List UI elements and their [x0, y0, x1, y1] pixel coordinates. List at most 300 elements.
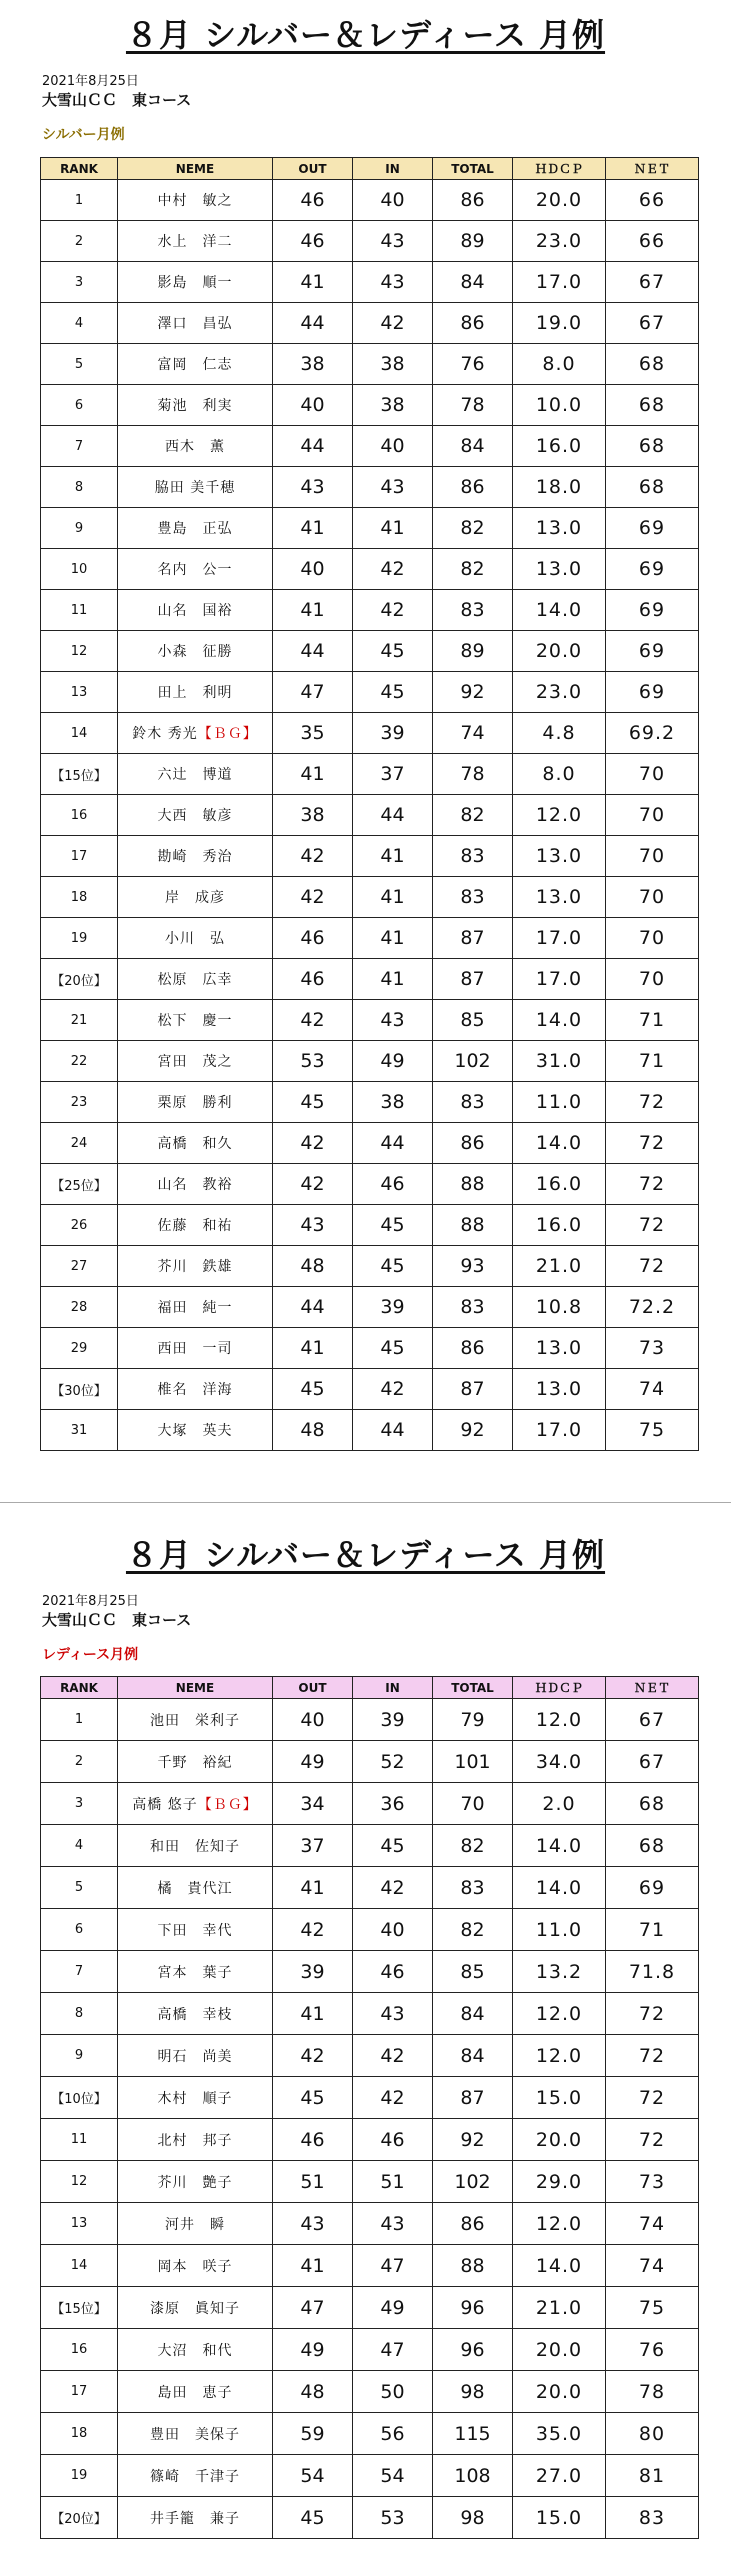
cell-name — [118, 877, 273, 918]
table-row — [41, 303, 699, 344]
cell-rank: 28 — [41, 1287, 118, 1328]
cell-out: 41 — [273, 262, 353, 303]
cell-net: 69 — [606, 672, 699, 713]
table-row — [41, 2035, 699, 2077]
cell-in: 39 — [353, 1699, 433, 1741]
cell-total: 85 — [433, 1000, 513, 1041]
player-name: 松下 慶一 — [157, 1013, 233, 1029]
col-hdcp-header: ＨＤＣＰ — [513, 158, 606, 180]
cell-name — [118, 1699, 273, 1741]
cell-rank: 17 — [41, 2371, 118, 2413]
cell-in: 43 — [353, 1000, 433, 1041]
cell-rank: 24 — [41, 1123, 118, 1164]
player-name: 宮本 葉子 — [157, 1964, 233, 1981]
cell-name — [118, 344, 273, 385]
table-header-row — [41, 158, 699, 180]
cell-out: 41 — [273, 1867, 353, 1909]
course-name: 大雪山ＣＣ 東コース — [42, 1611, 192, 1629]
cell-out: 42 — [273, 877, 353, 918]
cell-name — [118, 1205, 273, 1246]
player-name: 島田 恵子 — [157, 2384, 233, 2401]
cell-hdcp: 14.0 — [513, 1123, 606, 1164]
cell-net: 70 — [606, 836, 699, 877]
cell-out: 54 — [273, 2455, 353, 2497]
cell-rank: 18 — [41, 877, 118, 918]
cell-name — [118, 303, 273, 344]
player-name: 橘 貴代江 — [157, 1880, 233, 1897]
cell-out: 45 — [273, 2077, 353, 2119]
cell-out: 45 — [273, 1369, 353, 1410]
cell-net: 69 — [606, 1867, 699, 1909]
cell-out: 41 — [273, 2245, 353, 2287]
cell-in: 40 — [353, 426, 433, 467]
cell-net: 72 — [606, 1164, 699, 1205]
cell-total: 98 — [433, 2371, 513, 2413]
cell-in: 37 — [353, 754, 433, 795]
cell-total: 92 — [433, 1410, 513, 1451]
cell-hdcp: 12.0 — [513, 1699, 606, 1741]
cell-total: 74 — [433, 713, 513, 754]
table-row — [41, 1825, 699, 1867]
cell-in: 41 — [353, 508, 433, 549]
player-name: 鈴木 秀光 — [132, 726, 198, 742]
cell-hdcp: 35.0 — [513, 2413, 606, 2455]
player-name: 高橋 悠子 — [132, 1796, 198, 1813]
cell-out: 45 — [273, 1082, 353, 1123]
cell-in: 46 — [353, 1951, 433, 1993]
cell-total: 87 — [433, 2077, 513, 2119]
cell-out: 39 — [273, 1951, 353, 1993]
cell-name — [118, 1328, 273, 1369]
cell-hdcp: 20.0 — [513, 2371, 606, 2413]
cell-hdcp: 13.0 — [513, 836, 606, 877]
cell-name — [118, 2161, 273, 2203]
cell-name — [118, 549, 273, 590]
cell-hdcp: 20.0 — [513, 2119, 606, 2161]
player-name: 勘崎 秀治 — [157, 849, 233, 865]
cell-name — [118, 2497, 273, 2539]
player-name: 影島 順一 — [157, 275, 233, 291]
table-row — [41, 2203, 699, 2245]
cell-rank: 16 — [41, 2329, 118, 2371]
cell-name — [118, 2245, 273, 2287]
cell-total: 88 — [433, 2245, 513, 2287]
cell-name — [118, 2371, 273, 2413]
col-out-header: OUT — [273, 158, 353, 180]
col-total-header: TOTAL — [433, 1677, 513, 1699]
cell-hdcp: 15.0 — [513, 2497, 606, 2539]
cell-in: 43 — [353, 1993, 433, 2035]
cell-rank: 3 — [41, 1783, 118, 1825]
table-row — [41, 508, 699, 549]
cell-hdcp: 12.0 — [513, 2203, 606, 2245]
cell-net: 68 — [606, 1825, 699, 1867]
cell-total: 98 — [433, 2497, 513, 2539]
cell-in: 38 — [353, 385, 433, 426]
cell-out: 35 — [273, 713, 353, 754]
cell-out: 43 — [273, 467, 353, 508]
cell-net: 78 — [606, 2371, 699, 2413]
cell-rank: 8 — [41, 467, 118, 508]
player-name: 西田 一司 — [157, 1341, 233, 1357]
cell-hdcp: 12.0 — [513, 2035, 606, 2077]
cell-name — [118, 467, 273, 508]
table-row — [41, 2413, 699, 2455]
cell-hdcp: 13.0 — [513, 508, 606, 549]
cell-total: 76 — [433, 344, 513, 385]
cell-out: 49 — [273, 1741, 353, 1783]
cell-in: 45 — [353, 631, 433, 672]
cell-in: 42 — [353, 1867, 433, 1909]
table-row — [41, 1951, 699, 1993]
cell-rank: 8 — [41, 1993, 118, 2035]
cell-in: 51 — [353, 2161, 433, 2203]
cell-net: 69 — [606, 508, 699, 549]
player-name: 千野 裕紀 — [157, 1754, 233, 1771]
cell-out: 42 — [273, 1123, 353, 1164]
cell-in: 41 — [353, 918, 433, 959]
cell-rank: 7 — [41, 1951, 118, 1993]
player-name: 脇田 美千穂 — [154, 480, 236, 496]
cell-net: 66 — [606, 221, 699, 262]
cell-out: 43 — [273, 1205, 353, 1246]
cell-total: 96 — [433, 2287, 513, 2329]
cell-total: 70 — [433, 1783, 513, 1825]
cell-name — [118, 180, 273, 221]
cell-rank: 26 — [41, 1205, 118, 1246]
cell-in: 38 — [353, 344, 433, 385]
cell-total: 78 — [433, 385, 513, 426]
cell-hdcp: 12.0 — [513, 795, 606, 836]
cell-hdcp: 21.0 — [513, 1246, 606, 1287]
col-hdcp-header: ＨＤＣＰ — [513, 1677, 606, 1699]
cell-rank: 14 — [41, 713, 118, 754]
player-name: 北村 邦子 — [157, 2132, 233, 2149]
cell-name — [118, 1164, 273, 1205]
cell-hdcp: 11.0 — [513, 1082, 606, 1123]
table-row — [41, 2287, 699, 2329]
cell-hdcp: 8.0 — [513, 344, 606, 385]
cell-name — [118, 1287, 273, 1328]
cell-in: 45 — [353, 1205, 433, 1246]
cell-out: 34 — [273, 1783, 353, 1825]
player-name: 芥川 艶子 — [157, 2174, 233, 2191]
cell-name — [118, 1410, 273, 1451]
cell-out: 38 — [273, 344, 353, 385]
cell-out: 48 — [273, 2371, 353, 2413]
cell-in: 43 — [353, 2203, 433, 2245]
cell-out: 46 — [273, 221, 353, 262]
player-name: 大沼 和代 — [157, 2342, 233, 2359]
player-name: 芥川 鉄雄 — [157, 1259, 233, 1275]
cell-rank: 【30位】 — [41, 1369, 118, 1410]
cell-rank: 11 — [41, 590, 118, 631]
cell-in: 49 — [353, 1041, 433, 1082]
bg-tag: 【ＢＧ】 — [197, 1796, 258, 1813]
cell-total: 82 — [433, 1909, 513, 1951]
player-name: 豊島 正弘 — [157, 521, 233, 537]
cell-in: 50 — [353, 2371, 433, 2413]
cell-total: 83 — [433, 1082, 513, 1123]
cell-in: 42 — [353, 2035, 433, 2077]
cell-rank: 4 — [41, 1825, 118, 1867]
cell-total: 83 — [433, 1287, 513, 1328]
cell-hdcp: 10.0 — [513, 385, 606, 426]
player-name: 篠崎 千津子 — [150, 2468, 240, 2485]
cell-total: 88 — [433, 1164, 513, 1205]
cell-name — [118, 1246, 273, 1287]
category-label: シルバー月例 — [42, 127, 125, 143]
cell-net: 70 — [606, 795, 699, 836]
cell-hdcp: 23.0 — [513, 672, 606, 713]
col-total-header: TOTAL — [433, 158, 513, 180]
player-name: 田上 利明 — [157, 685, 233, 701]
cell-total: 93 — [433, 1246, 513, 1287]
cell-total: 102 — [433, 2161, 513, 2203]
cell-total: 87 — [433, 959, 513, 1000]
cell-total: 115 — [433, 2413, 513, 2455]
cell-net: 72.2 — [606, 1287, 699, 1328]
page-title: ８月 シルバー＆レディース 月例 — [125, 1536, 606, 1574]
table-row — [41, 1909, 699, 1951]
cell-name — [118, 1082, 273, 1123]
cell-in: 52 — [353, 1741, 433, 1783]
cell-out: 46 — [273, 2119, 353, 2161]
cell-rank: 1 — [41, 180, 118, 221]
cell-name — [118, 2035, 273, 2077]
player-name: 豊田 美保子 — [150, 2426, 240, 2443]
cell-hdcp: 15.0 — [513, 2077, 606, 2119]
player-name: 池田 栄利子 — [150, 1712, 240, 1729]
cell-out: 53 — [273, 1041, 353, 1082]
cell-net: 73 — [606, 1328, 699, 1369]
results-table — [40, 1676, 699, 2539]
cell-in: 42 — [353, 1369, 433, 1410]
cell-in: 56 — [353, 2413, 433, 2455]
cell-net: 76 — [606, 2329, 699, 2371]
cell-rank: 【15位】 — [41, 754, 118, 795]
player-name: 岡本 咲子 — [157, 2258, 233, 2275]
cell-in: 54 — [353, 2455, 433, 2497]
cell-rank: 5 — [41, 344, 118, 385]
table-row — [41, 1287, 699, 1328]
player-name: 名内 公一 — [157, 562, 233, 578]
table-row — [41, 344, 699, 385]
player-name: 中村 敏之 — [157, 193, 233, 209]
cell-total: 82 — [433, 549, 513, 590]
cell-rank: 【15位】 — [41, 2287, 118, 2329]
table-row — [41, 262, 699, 303]
cell-rank: 21 — [41, 1000, 118, 1041]
cell-total: 84 — [433, 1993, 513, 2035]
cell-hdcp: 10.8 — [513, 1287, 606, 1328]
cell-out: 42 — [273, 836, 353, 877]
table-row — [41, 221, 699, 262]
cell-net: 67 — [606, 1741, 699, 1783]
cell-rank: 5 — [41, 1867, 118, 1909]
cell-hdcp: 31.0 — [513, 1041, 606, 1082]
cell-hdcp: 17.0 — [513, 262, 606, 303]
cell-name — [118, 221, 273, 262]
cell-out: 41 — [273, 590, 353, 631]
cell-out: 46 — [273, 918, 353, 959]
cell-net: 68 — [606, 344, 699, 385]
cell-rank: 6 — [41, 385, 118, 426]
table-row — [41, 180, 699, 221]
cell-hdcp: 20.0 — [513, 180, 606, 221]
cell-in: 39 — [353, 713, 433, 754]
table-row — [41, 1205, 699, 1246]
cell-out: 46 — [273, 959, 353, 1000]
cell-name — [118, 2203, 273, 2245]
cell-name — [118, 1993, 273, 2035]
cell-hdcp: 14.0 — [513, 1825, 606, 1867]
cell-in: 46 — [353, 1164, 433, 1205]
cell-in: 46 — [353, 2119, 433, 2161]
cell-hdcp: 27.0 — [513, 2455, 606, 2497]
player-name: 福田 純一 — [157, 1300, 233, 1316]
table-row — [41, 2455, 699, 2497]
cell-out: 40 — [273, 385, 353, 426]
table-row — [41, 1164, 699, 1205]
cell-out: 49 — [273, 2329, 353, 2371]
cell-rank: 16 — [41, 795, 118, 836]
cell-in: 45 — [353, 1246, 433, 1287]
table-row — [41, 2371, 699, 2413]
cell-rank: 27 — [41, 1246, 118, 1287]
cell-out: 44 — [273, 303, 353, 344]
page-title: ８月 シルバー＆レディース 月例 — [125, 16, 606, 54]
event-date: 2021年8月25日 — [42, 74, 139, 89]
cell-out: 44 — [273, 1287, 353, 1328]
cell-rank: 6 — [41, 1909, 118, 1951]
cell-in: 53 — [353, 2497, 433, 2539]
cell-net: 72 — [606, 2119, 699, 2161]
cell-total: 84 — [433, 2035, 513, 2077]
cell-net: 73 — [606, 2161, 699, 2203]
table-row — [41, 1328, 699, 1369]
player-name: 澤口 昌弘 — [157, 316, 233, 332]
cell-name — [118, 426, 273, 467]
cell-net: 67 — [606, 262, 699, 303]
cell-out: 42 — [273, 1000, 353, 1041]
cell-net: 80 — [606, 2413, 699, 2455]
cell-net: 69 — [606, 590, 699, 631]
cell-total: 101 — [433, 1741, 513, 1783]
cell-hdcp: 13.0 — [513, 549, 606, 590]
col-name-header: NEME — [118, 158, 273, 180]
cell-net: 71 — [606, 1000, 699, 1041]
cell-net: 69 — [606, 631, 699, 672]
cell-rank: 19 — [41, 2455, 118, 2497]
cell-total: 85 — [433, 1951, 513, 1993]
table-row — [41, 877, 699, 918]
col-name-header: NEME — [118, 1677, 273, 1699]
table-row — [41, 385, 699, 426]
player-name: 椎名 洋海 — [157, 1382, 233, 1398]
cell-out: 44 — [273, 426, 353, 467]
cell-out: 37 — [273, 1825, 353, 1867]
cell-net: 70 — [606, 754, 699, 795]
cell-hdcp: 16.0 — [513, 426, 606, 467]
cell-name — [118, 1369, 273, 1410]
player-name: 明石 尚美 — [157, 2048, 233, 2065]
cell-out: 41 — [273, 1993, 353, 2035]
cell-in: 36 — [353, 1783, 433, 1825]
player-name: 小森 征勝 — [157, 644, 233, 660]
cell-net: 67 — [606, 303, 699, 344]
cell-name — [118, 1825, 273, 1867]
cell-name — [118, 1123, 273, 1164]
cell-rank: 13 — [41, 672, 118, 713]
cell-in: 42 — [353, 303, 433, 344]
cell-name — [118, 508, 273, 549]
cell-total: 86 — [433, 1328, 513, 1369]
table-row — [41, 2077, 699, 2119]
cell-in: 45 — [353, 1328, 433, 1369]
player-name: 和田 佐知子 — [150, 1838, 240, 1855]
results-body — [41, 180, 699, 1451]
cell-name — [118, 2119, 273, 2161]
cell-name — [118, 713, 273, 754]
cell-net: 81 — [606, 2455, 699, 2497]
event-date: 2021年8月25日 — [42, 1594, 139, 1609]
cell-total: 87 — [433, 1369, 513, 1410]
player-name: 下田 幸代 — [157, 1922, 233, 1939]
cell-name — [118, 754, 273, 795]
cell-in: 45 — [353, 672, 433, 713]
table-row — [41, 549, 699, 590]
bg-tag: 【ＢＧ】 — [197, 726, 258, 742]
col-in-header: IN — [353, 1677, 433, 1699]
cell-net: 68 — [606, 1783, 699, 1825]
cell-total: 96 — [433, 2329, 513, 2371]
cell-total: 88 — [433, 1205, 513, 1246]
cell-name — [118, 836, 273, 877]
cell-net: 68 — [606, 467, 699, 508]
cell-net: 74 — [606, 1369, 699, 1410]
ladies-section — [0, 1512, 731, 2560]
section-divider — [0, 1502, 731, 1503]
cell-net: 70 — [606, 877, 699, 918]
cell-hdcp: 12.0 — [513, 1993, 606, 2035]
cell-net: 69.2 — [606, 713, 699, 754]
cell-in: 43 — [353, 221, 433, 262]
cell-in: 43 — [353, 467, 433, 508]
cell-in: 42 — [353, 590, 433, 631]
cell-name — [118, 672, 273, 713]
cell-net: 68 — [606, 385, 699, 426]
cell-out: 42 — [273, 1164, 353, 1205]
cell-hdcp: 20.0 — [513, 2329, 606, 2371]
cell-out: 46 — [273, 180, 353, 221]
table-row — [41, 1410, 699, 1451]
cell-out: 59 — [273, 2413, 353, 2455]
cell-out: 44 — [273, 631, 353, 672]
cell-out: 48 — [273, 1246, 353, 1287]
player-name: 高橋 幸枝 — [157, 2006, 233, 2023]
cell-name — [118, 2329, 273, 2371]
course-name: 大雪山ＣＣ 東コース — [42, 91, 192, 109]
cell-name — [118, 385, 273, 426]
cell-name — [118, 2413, 273, 2455]
cell-name — [118, 2455, 273, 2497]
cell-rank: 31 — [41, 1410, 118, 1451]
col-net-header: ＮＥＴ — [606, 1677, 699, 1699]
cell-rank: 9 — [41, 508, 118, 549]
cell-total: 84 — [433, 262, 513, 303]
cell-out: 47 — [273, 672, 353, 713]
